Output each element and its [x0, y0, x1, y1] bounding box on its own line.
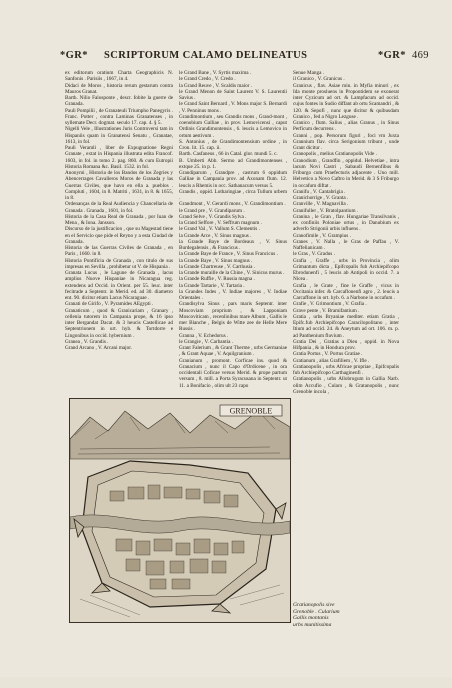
caption-line: Gratianopolis sive [293, 602, 335, 608]
dictionary-entry: Granni , pop. Persorum figuri , foci vm Juxta Grannium flav. circa Serigonium tribunt , unde Grant dicitur . [293, 132, 399, 151]
dictionary-entry: la Grande Arce , V. Sinus magnus . [179, 232, 252, 239]
dictionary-entry: Grafia , le Grate , fine le Graffe , vicus in Occitania infer. & Carcaflonenfi agro , 2. leucis a Carcaffone in ort. hyb. 6. a Narbone in occafum . [293, 282, 399, 301]
dictionary-entry: Grandimontium , seu Grandis mons , Grand-mont , coenobium Galliae , in prov. Lemovicensi , caput Ordinis Grandimontensis , 6. leucis a Lemovico in ortum aestivum . [179, 113, 287, 139]
dictionary-entry: Didaci de Moros , historia rerum gestarum contra Mauros Granat. [65, 82, 173, 95]
dictionary-entry: Grandis , oppid. Lotharingiae , circa Tullum urbem . [179, 188, 287, 201]
dictionary-entry: ex editorum oratium Charta Geographicis N. Sanfonis . Parisiis , 1667, in 4. [65, 70, 173, 83]
dictionary-entry: Granianum , promont. Corficae ins. quod & Granacium , nunc il Capo d'Ordicene , in ora occidentali Coficae versus Merid. & prope partum versum , 8. mill. a Porta Syracusana in Septentr. ut 11. a Bonifacio , olim ult 23 capo [179, 357, 287, 389]
caption-line: Grenoble . Cularium [293, 608, 340, 615]
caption-line: Gallis montanis [293, 615, 329, 622]
dictionary-entry: la Grande Chartreuse , V. Carthusia . [179, 263, 256, 270]
dictionary-entry: le Grangie , V. Carbantia . [179, 338, 233, 345]
dictionary-entry: la Grande Ruffie , V. Russia magna . [179, 276, 255, 283]
engraving-caption [293, 602, 353, 628]
dictionary-entry: Grant Falerium , & Grant Therme , urbs Germaniae , & Grant Aquae , V. Aquilgranium . [179, 345, 287, 358]
dictionary-entry: Granata Lucus , le Lagune de Granada , lacus amplius Nuove Hispaniae in Nicaragua reg. extendens ad Occid. in Orient. per 55. leuc. inter fecitrade a Septentr. in Merid. ed. ad 30. diametro ent. 90. dicitur etiam Lacus Nicaraguae . [65, 270, 173, 301]
dictionary-entry: Granati de Girifo , V. Pyramides AEgypti . [65, 301, 154, 308]
dictionary-entry: Granifuller , V. Bratolpantium . [293, 207, 359, 214]
dictionary-entry: Granna , V. Echedorus . [179, 332, 229, 339]
dictionary-entry: Gratia Portus , V. Portus Gratiae . [293, 351, 363, 358]
dictionary-entry: Gratianopolis , urbs Allobrogum in Gallia Narb. olim Accufio , Cularo , & Gratanopolis , nunc Grenoble incola , [293, 376, 399, 395]
dictionary-entry: Granichorrige , V. Granta . [293, 195, 349, 201]
dictionary-entry: Gratianopolis , urbs Africae propriae , Epifcopalis fub Archiepifcopo Carthaginenfi . [293, 363, 399, 376]
header-left-mark: *GR* [60, 50, 88, 61]
dictionary-entry: la Grande Tartarie , V. Tartaria . [179, 282, 245, 289]
text-column-middle [179, 70, 287, 396]
text-column-left [65, 70, 173, 394]
dictionary-entry: Grandisylva Sinus , pars maris Septentr. inter Moscoviam proprium , & Lapponiam Moscoviticam , recenlinibus mare Album , Gallis le mer Blanche , Belgis de Witte zee de Helle Mere Russis . [179, 301, 287, 333]
dictionary-entry: la Grand Seffore , V. Seffrum magnum . [179, 220, 262, 226]
engraving-label: GRENOBLE [229, 406, 273, 416]
dictionary-entry: la Grande Baye , V. Sinus magnus . [179, 257, 253, 264]
dictionary-entry: Ordenanças de la Real Audiencia y Chancellaria de Granada . Granada , 1601, in fol. [65, 201, 173, 214]
dictionary-entry: le Grand Bane , V. Syrtis maxima . [179, 70, 252, 76]
dictionary-entry: Grafie , V. Grimontium , V. Grafia . [293, 301, 367, 308]
dictionary-entry: Pauli Veramli , liber de Expugnatione Regni Granate , extat in Hispania illustrata edita Francof. 1603, in fol. in tomo 2. pag. 860. & cum Eutropii Historia Romana &c. Basil. 1532. in fol. [65, 145, 173, 170]
dictionary-entry: Grand Arcano , V. Arcani major. [65, 345, 132, 351]
dictionary-entry: Granville , V. Magnavilla . [293, 201, 349, 208]
dictionary-entry: le Grand Val , V. Vallum S. Clementis . [179, 226, 260, 233]
dictionary-entry: Franc. Potter , contra Laminas Granatenses , in syllemate Decr. dogmat. seculo 17. cap. 4. § 5. [65, 113, 173, 126]
dictionary-entry: Granico , flum. Salius , alias Granus , in Sinus Perficum decurrens . [293, 120, 399, 133]
dictionary-entry: Gratia Dei , Gratias a Dieu , oppid. in Nova Hifpania , & in Hondura prov. [293, 338, 399, 351]
header-title: SCRIPTORUM CALAMO DELINEATUS [104, 50, 308, 61]
dictionary-entry: S. Antonius , de Grandimontensium ordine , in Cron. lit. 15. cap. ii. [179, 138, 287, 151]
dictionary-entry: Granopolis , melius Gratianopolis Vide . [293, 151, 377, 158]
dictionary-entry: Nigelli Vele , Illustrationes Juris Controversi tam in Hispaniis quam in Granatensi Senatu , Granatae, 1613, in fol. [65, 126, 173, 145]
dictionary-entry: Senue Manga . [293, 70, 324, 76]
dictionary-entry: la Grande Baye de Bordeaux , V. Sinus Burdegalensis , & Francicus . [179, 238, 287, 251]
page-number: 469 [412, 50, 429, 61]
dictionary-entry: Granofimile , V. Grampius . [293, 232, 351, 239]
text-column-right [293, 70, 399, 688]
city-engraving [69, 398, 291, 623]
dictionary-entry: Granodium , Grandfin , oppidul. Helvetiae , intra lacum Novi Castri , Sabaudi Bernenfibus & Friburgo cum Praefecturis adjacente . Uno mill. Helvetico a Novo Caftro in Merid. & 3 S Friburgo in occafum diftat . [293, 157, 399, 189]
dictionary-entry: Grandmont , V. Gerardi mons , V. Grandimontium . [179, 201, 286, 208]
dictionary-entry: Historia Pontificia de Granada , con titulo de sus impresas en Sevilla , prohibetur ut V. de Hispania . [65, 257, 173, 270]
dictionary-entry: le Grand Saint Bernard , V. Mons major S. Bernardi , V. Penninus mons . [179, 101, 287, 114]
dictionary-entry: B. Umberti Abb. Sermo ad Grandimontenses , extque 25. in p. 1. [179, 157, 287, 170]
dictionary-entry: Gratianum , alias Grafiliem , V. Ifle . [293, 357, 370, 364]
dictionary-entry: Anonymi , Historia de los Bandos de los Zegries y Abencerrages Cavalleros Moros de Granada y las Guerras Civiles, que havo en ella a. pueblos . Compluti , 1604, in 8. Matriti , 1631, in 8. & 1655, in 8. [65, 170, 173, 201]
dictionary-entry: Barth. Nilio Falosponte , descr. fobite la guerre de Granada. [65, 95, 173, 108]
dictionary-entry: le Grand Menon de Saint Laurent V. S. Laurentii Savius . [179, 88, 287, 101]
header-right-mark: *GR* [378, 50, 406, 61]
dictionary-entry: la Grande Baye de France , V. Sinus Francicus . [179, 251, 278, 258]
dictionary-entry: Granaticum , quod & Granicariam , Granary , cellenia tutorem in Campania prope, & 16 ipso inter Bergandat Dacat. & 3 heucis Castellicae ad Septentrionem in urt. hyb. & Tortdorre e Lingonibus in occid. hybernium . [65, 307, 173, 339]
dictionary-entry: la Grandes Indes , V. Indiae majores , V. Indiae Orientales . [179, 288, 287, 301]
dictionary-entry: Historia de la Casa Real de Granada , por Iuan de Mena , & Iona. Jansson. [65, 213, 173, 226]
dictionary-entry: Barth. Casfaneus , 66 in Catal. glor. mundi 5. c. [179, 151, 278, 158]
dictionary-entry: Granicus , flav. Asiae min. in Myfia minori , ex Ida monte prosluens in Propontidem se exonerat inter Cyzicum ad ort. & Lampfacum ad occid. cujus fontes in Sudio diffant ab ortu Scamandri , & 120. & Sepofi , nunc que dicitur & quibusdam Granico , fed a Nigro Lezguse . [293, 82, 399, 120]
dictionary-entry: Grandiparum , Grandpre , castrum 6 oppidum Galliae in Campania prov. ad Axonam flum. 12. leucis a Rhemis in occ. Sathanacum versus 5. [179, 170, 287, 189]
dictionary-entry: Granea , V. Grandis . [65, 338, 109, 345]
grenoble-view-illustration [70, 399, 290, 622]
dictionary-entry: le Grand pre , V. Grandiparum . [179, 207, 245, 214]
dictionary-entry: Gratia , urbs Bryaniae mediter. etiam Gratia , Epifc.fub Archiepifcopo Caracilopolitano , inter Itium ad occid. 24. & Aneytum ad ort. 106. m. p. ad Panthenium fluvium . [293, 313, 399, 339]
dictionary-entry: Historia de las Guerras Civiles de Granada , en Paris , 1660. in 8. [65, 245, 173, 258]
dictionary-entry: Discurso de la justificacion , que su Magestad tiene en el Servicio que pide el Reyno y a esta Ciudad de Granada. [65, 226, 173, 245]
dictionary-entry: le Gras , V. Gradus . [293, 251, 335, 258]
dictionary-entry: Granes , V. Nalla , le Gras de Paffau , V. Naffelianicam . [293, 238, 399, 251]
dictionary-entry: il Granico , V. Granicus . [293, 76, 345, 83]
dictionary-entry: Granina , le Gran , flav. Hungariae Transilvanis , ex confiniis Poloniae ortus , in Danubium ex adverfo Strigonii urbis influens . [293, 213, 399, 233]
running-header [60, 50, 440, 66]
dictionary-entry: le Grand Credo , V. Credo . [179, 76, 236, 83]
caption-line: urbs munitissima [293, 621, 332, 628]
dictionary-entry: Grave pente , V. Bramifantium . [293, 307, 360, 314]
dictionary-entry: Pauli Pompilii , de Granateuli Triumpho Panegyris . [65, 107, 173, 114]
dictionary-entry: la Grande muraille de la Chine , V. Sinicus murus . [179, 270, 285, 276]
dictionary-entry: Granifu , V. Cantabrigia . [293, 188, 346, 195]
dictionary-entry: la Grand Reuve , V. Scaldis maior . [179, 82, 252, 89]
dictionary-entry: Grafia , Graffe , urbs in Provincia , olim Grimantum dicta , Epifcopalis fub Archiepifcopo Ebrodunenfi , 5 leucis ab Antipoli in occid. 7. a Nicea . [293, 257, 399, 283]
dictionary-entry: Grand Selve , V. Grandis Sylva . [179, 213, 247, 220]
